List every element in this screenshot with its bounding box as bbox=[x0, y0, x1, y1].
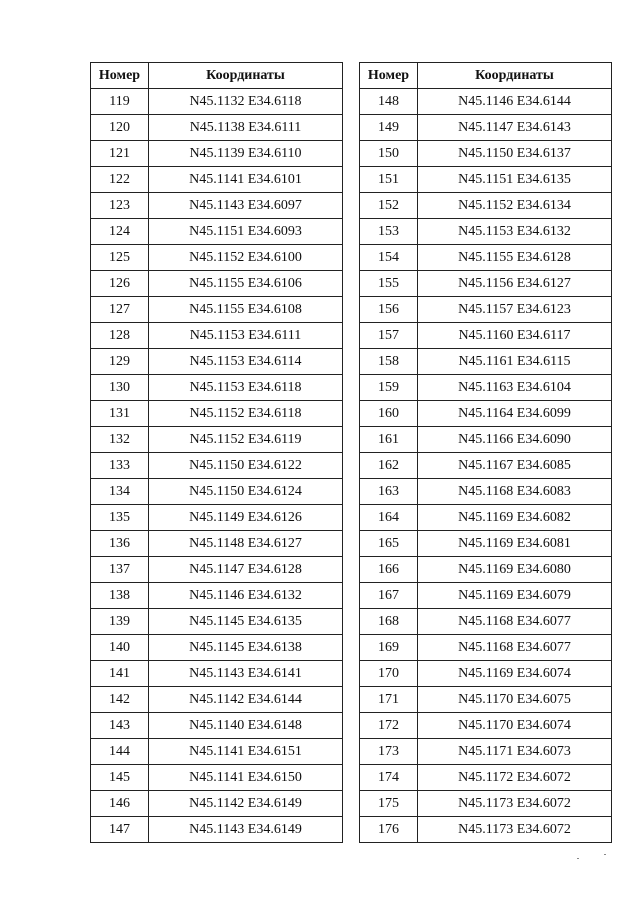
table-row bbox=[91, 791, 343, 817]
point-number-cell: 173 bbox=[360, 739, 418, 765]
coordinates-cell: N45.1153 E34.6118 bbox=[149, 375, 343, 401]
point-number-cell: 140 bbox=[91, 635, 149, 661]
table-row bbox=[360, 479, 612, 505]
table-row bbox=[360, 349, 612, 375]
point-number-cell: 130 bbox=[91, 375, 149, 401]
table-row bbox=[360, 167, 612, 193]
table-row bbox=[360, 791, 612, 817]
coordinates-cell: N45.1160 E34.6117 bbox=[418, 323, 612, 349]
table-row bbox=[91, 505, 343, 531]
point-number-cell: 129 bbox=[91, 349, 149, 375]
table-row bbox=[91, 115, 343, 141]
table-row bbox=[91, 401, 343, 427]
table-row bbox=[91, 89, 343, 115]
point-number-cell: 149 bbox=[360, 115, 418, 141]
coordinates-cell: N45.1151 E34.6135 bbox=[418, 167, 612, 193]
coordinates-cell: N45.1149 E34.6126 bbox=[149, 505, 343, 531]
number-column-header: Номер bbox=[91, 63, 149, 89]
coordinates-cell: N45.1152 E34.6134 bbox=[418, 193, 612, 219]
table-row bbox=[91, 245, 343, 271]
point-number-cell: 142 bbox=[91, 687, 149, 713]
table-row bbox=[91, 427, 343, 453]
table-row bbox=[360, 89, 612, 115]
point-number-cell: 120 bbox=[91, 115, 149, 141]
coordinates-cell: N45.1141 E34.6151 bbox=[149, 739, 343, 765]
point-number-cell: 153 bbox=[360, 219, 418, 245]
point-number-cell: 164 bbox=[360, 505, 418, 531]
point-number-cell: 172 bbox=[360, 713, 418, 739]
coordinates-cell: N45.1169 E34.6079 bbox=[418, 583, 612, 609]
coordinates-cell: N45.1168 E34.6083 bbox=[418, 479, 612, 505]
coordinates-cell: N45.1141 E34.6150 bbox=[149, 765, 343, 791]
coordinates-cell: N45.1143 E34.6141 bbox=[149, 661, 343, 687]
coordinates-cell: N45.1139 E34.6110 bbox=[149, 141, 343, 167]
coordinates-cell: N45.1146 E34.6144 bbox=[418, 89, 612, 115]
table-row bbox=[91, 531, 343, 557]
table-row bbox=[360, 115, 612, 141]
table-row bbox=[360, 323, 612, 349]
point-number-cell: 155 bbox=[360, 271, 418, 297]
table-row bbox=[91, 817, 343, 843]
coordinates-cell: N45.1155 E34.6106 bbox=[149, 271, 343, 297]
coordinates-cell: N45.1152 E34.6100 bbox=[149, 245, 343, 271]
coordinates-cell: N45.1152 E34.6118 bbox=[149, 401, 343, 427]
table-row bbox=[91, 583, 343, 609]
coordinates-cell: N45.1143 E34.6149 bbox=[149, 817, 343, 843]
coordinates-table-right bbox=[359, 62, 612, 843]
table-row bbox=[91, 271, 343, 297]
coordinates-cell: N45.1170 E34.6074 bbox=[418, 713, 612, 739]
coordinates-cell: N45.1145 E34.6138 bbox=[149, 635, 343, 661]
coordinates-cell: N45.1150 E34.6122 bbox=[149, 453, 343, 479]
point-number-cell: 168 bbox=[360, 609, 418, 635]
coordinates-cell: N45.1142 E34.6149 bbox=[149, 791, 343, 817]
coordinates-cell: N45.1171 E34.6073 bbox=[418, 739, 612, 765]
coordinates-cell: N45.1151 E34.6093 bbox=[149, 219, 343, 245]
point-number-cell: 131 bbox=[91, 401, 149, 427]
table-row bbox=[360, 557, 612, 583]
coordinates-cell: N45.1167 E34.6085 bbox=[418, 453, 612, 479]
coordinates-cell: N45.1155 E34.6108 bbox=[149, 297, 343, 323]
point-number-cell: 127 bbox=[91, 297, 149, 323]
coordinates-cell: N45.1146 E34.6132 bbox=[149, 583, 343, 609]
coordinates-cell: N45.1170 E34.6075 bbox=[418, 687, 612, 713]
point-number-cell: 161 bbox=[360, 427, 418, 453]
table-row bbox=[360, 427, 612, 453]
point-number-cell: 166 bbox=[360, 557, 418, 583]
table-row bbox=[91, 349, 343, 375]
table-row bbox=[360, 531, 612, 557]
point-number-cell: 132 bbox=[91, 427, 149, 453]
table-row bbox=[360, 661, 612, 687]
coordinates-cell: N45.1145 E34.6135 bbox=[149, 609, 343, 635]
point-number-cell: 146 bbox=[91, 791, 149, 817]
coordinates-cell: N45.1152 E34.6119 bbox=[149, 427, 343, 453]
table-body bbox=[360, 89, 612, 843]
point-number-cell: 133 bbox=[91, 453, 149, 479]
point-number-cell: 150 bbox=[360, 141, 418, 167]
table-row bbox=[360, 583, 612, 609]
coordinates-cell: N45.1150 E34.6137 bbox=[418, 141, 612, 167]
point-number-cell: 158 bbox=[360, 349, 418, 375]
coordinates-cell: N45.1168 E34.6077 bbox=[418, 635, 612, 661]
table-row bbox=[360, 817, 612, 843]
coordinates-cell: N45.1169 E34.6082 bbox=[418, 505, 612, 531]
point-number-cell: 141 bbox=[91, 661, 149, 687]
coordinates-cell: N45.1147 E34.6128 bbox=[149, 557, 343, 583]
coordinates-cell: N45.1153 E34.6132 bbox=[418, 219, 612, 245]
table-row bbox=[360, 739, 612, 765]
table-row bbox=[91, 141, 343, 167]
table-row bbox=[360, 453, 612, 479]
point-number-cell: 165 bbox=[360, 531, 418, 557]
point-number-cell: 139 bbox=[91, 609, 149, 635]
coordinates-cell: N45.1163 E34.6104 bbox=[418, 375, 612, 401]
table-row bbox=[360, 375, 612, 401]
coordinates-cell: N45.1132 E34.6118 bbox=[149, 89, 343, 115]
point-number-cell: 123 bbox=[91, 193, 149, 219]
table-row bbox=[360, 635, 612, 661]
table-row bbox=[360, 193, 612, 219]
coordinates-table-left bbox=[90, 62, 343, 843]
coordinates-cell: N45.1173 E34.6072 bbox=[418, 817, 612, 843]
point-number-cell: 119 bbox=[91, 89, 149, 115]
point-number-cell: 159 bbox=[360, 375, 418, 401]
point-number-cell: 175 bbox=[360, 791, 418, 817]
coordinates-cell: N45.1150 E34.6124 bbox=[149, 479, 343, 505]
table-row bbox=[91, 557, 343, 583]
coordinates-cell: N45.1156 E34.6127 bbox=[418, 271, 612, 297]
table-row bbox=[360, 505, 612, 531]
point-number-cell: 134 bbox=[91, 479, 149, 505]
table-row bbox=[91, 687, 343, 713]
table-row bbox=[91, 323, 343, 349]
header-row bbox=[91, 63, 343, 89]
coordinates-cell: N45.1147 E34.6143 bbox=[418, 115, 612, 141]
point-number-cell: 128 bbox=[91, 323, 149, 349]
point-number-cell: 163 bbox=[360, 479, 418, 505]
coordinates-cell: N45.1157 E34.6123 bbox=[418, 297, 612, 323]
point-number-cell: 171 bbox=[360, 687, 418, 713]
point-number-cell: 138 bbox=[91, 583, 149, 609]
point-number-cell: 136 bbox=[91, 531, 149, 557]
point-number-cell: 157 bbox=[360, 323, 418, 349]
table-row bbox=[360, 765, 612, 791]
table-row bbox=[360, 401, 612, 427]
point-number-cell: 126 bbox=[91, 271, 149, 297]
table-row bbox=[91, 297, 343, 323]
table-row bbox=[360, 687, 612, 713]
point-number-cell: 176 bbox=[360, 817, 418, 843]
table-row bbox=[360, 297, 612, 323]
coordinates-cell: N45.1155 E34.6128 bbox=[418, 245, 612, 271]
point-number-cell: 143 bbox=[91, 713, 149, 739]
table-row bbox=[360, 141, 612, 167]
table-row bbox=[360, 245, 612, 271]
point-number-cell: 124 bbox=[91, 219, 149, 245]
table-row bbox=[91, 167, 343, 193]
table-row bbox=[91, 609, 343, 635]
coordinates-cell: N45.1169 E34.6081 bbox=[418, 531, 612, 557]
table-row bbox=[91, 765, 343, 791]
table-row bbox=[91, 193, 343, 219]
table-row bbox=[91, 219, 343, 245]
table-row bbox=[91, 635, 343, 661]
coordinates-cell: N45.1153 E34.6114 bbox=[149, 349, 343, 375]
point-number-cell: 148 bbox=[360, 89, 418, 115]
table-row bbox=[360, 609, 612, 635]
table-row bbox=[91, 479, 343, 505]
point-number-cell: 160 bbox=[360, 401, 418, 427]
table-body bbox=[91, 89, 343, 843]
point-number-cell: 122 bbox=[91, 167, 149, 193]
coordinates-column-header: Координаты bbox=[149, 63, 343, 89]
number-column-header: Номер bbox=[360, 63, 418, 89]
point-number-cell: 156 bbox=[360, 297, 418, 323]
table-row bbox=[360, 271, 612, 297]
point-number-cell: 135 bbox=[91, 505, 149, 531]
point-number-cell: 174 bbox=[360, 765, 418, 791]
table-row bbox=[360, 219, 612, 245]
point-number-cell: 170 bbox=[360, 661, 418, 687]
point-number-cell: 151 bbox=[360, 167, 418, 193]
coordinates-cell: N45.1153 E34.6111 bbox=[149, 323, 343, 349]
scan-speck bbox=[577, 858, 579, 859]
coordinates-cell: N45.1141 E34.6101 bbox=[149, 167, 343, 193]
point-number-cell: 144 bbox=[91, 739, 149, 765]
point-number-cell: 167 bbox=[360, 583, 418, 609]
coordinates-cell: N45.1161 E34.6115 bbox=[418, 349, 612, 375]
coordinates-column-header: Координаты bbox=[418, 63, 612, 89]
point-number-cell: 152 bbox=[360, 193, 418, 219]
table-row bbox=[91, 713, 343, 739]
point-number-cell: 147 bbox=[91, 817, 149, 843]
coordinates-cell: N45.1148 E34.6127 bbox=[149, 531, 343, 557]
point-number-cell: 145 bbox=[91, 765, 149, 791]
coordinates-cell: N45.1143 E34.6097 bbox=[149, 193, 343, 219]
table-row bbox=[91, 739, 343, 765]
point-number-cell: 162 bbox=[360, 453, 418, 479]
coordinates-cell: N45.1172 E34.6072 bbox=[418, 765, 612, 791]
table-row bbox=[91, 375, 343, 401]
coordinates-cell: N45.1142 E34.6144 bbox=[149, 687, 343, 713]
coordinates-cell: N45.1168 E34.6077 bbox=[418, 609, 612, 635]
point-number-cell: 137 bbox=[91, 557, 149, 583]
coordinates-cell: N45.1164 E34.6099 bbox=[418, 401, 612, 427]
header-row bbox=[360, 63, 612, 89]
point-number-cell: 121 bbox=[91, 141, 149, 167]
table-row bbox=[91, 453, 343, 479]
coordinates-cell: N45.1138 E34.6111 bbox=[149, 115, 343, 141]
coordinates-cell: N45.1169 E34.6080 bbox=[418, 557, 612, 583]
coordinates-cell: N45.1169 E34.6074 bbox=[418, 661, 612, 687]
point-number-cell: 169 bbox=[360, 635, 418, 661]
point-number-cell: 154 bbox=[360, 245, 418, 271]
table-header bbox=[360, 63, 612, 89]
table-row bbox=[360, 713, 612, 739]
table-header bbox=[91, 63, 343, 89]
scan-speck bbox=[604, 854, 606, 855]
point-number-cell: 125 bbox=[91, 245, 149, 271]
coordinates-cell: N45.1166 E34.6090 bbox=[418, 427, 612, 453]
table-row bbox=[91, 661, 343, 687]
coordinates-cell: N45.1173 E34.6072 bbox=[418, 791, 612, 817]
coordinates-cell: N45.1140 E34.6148 bbox=[149, 713, 343, 739]
